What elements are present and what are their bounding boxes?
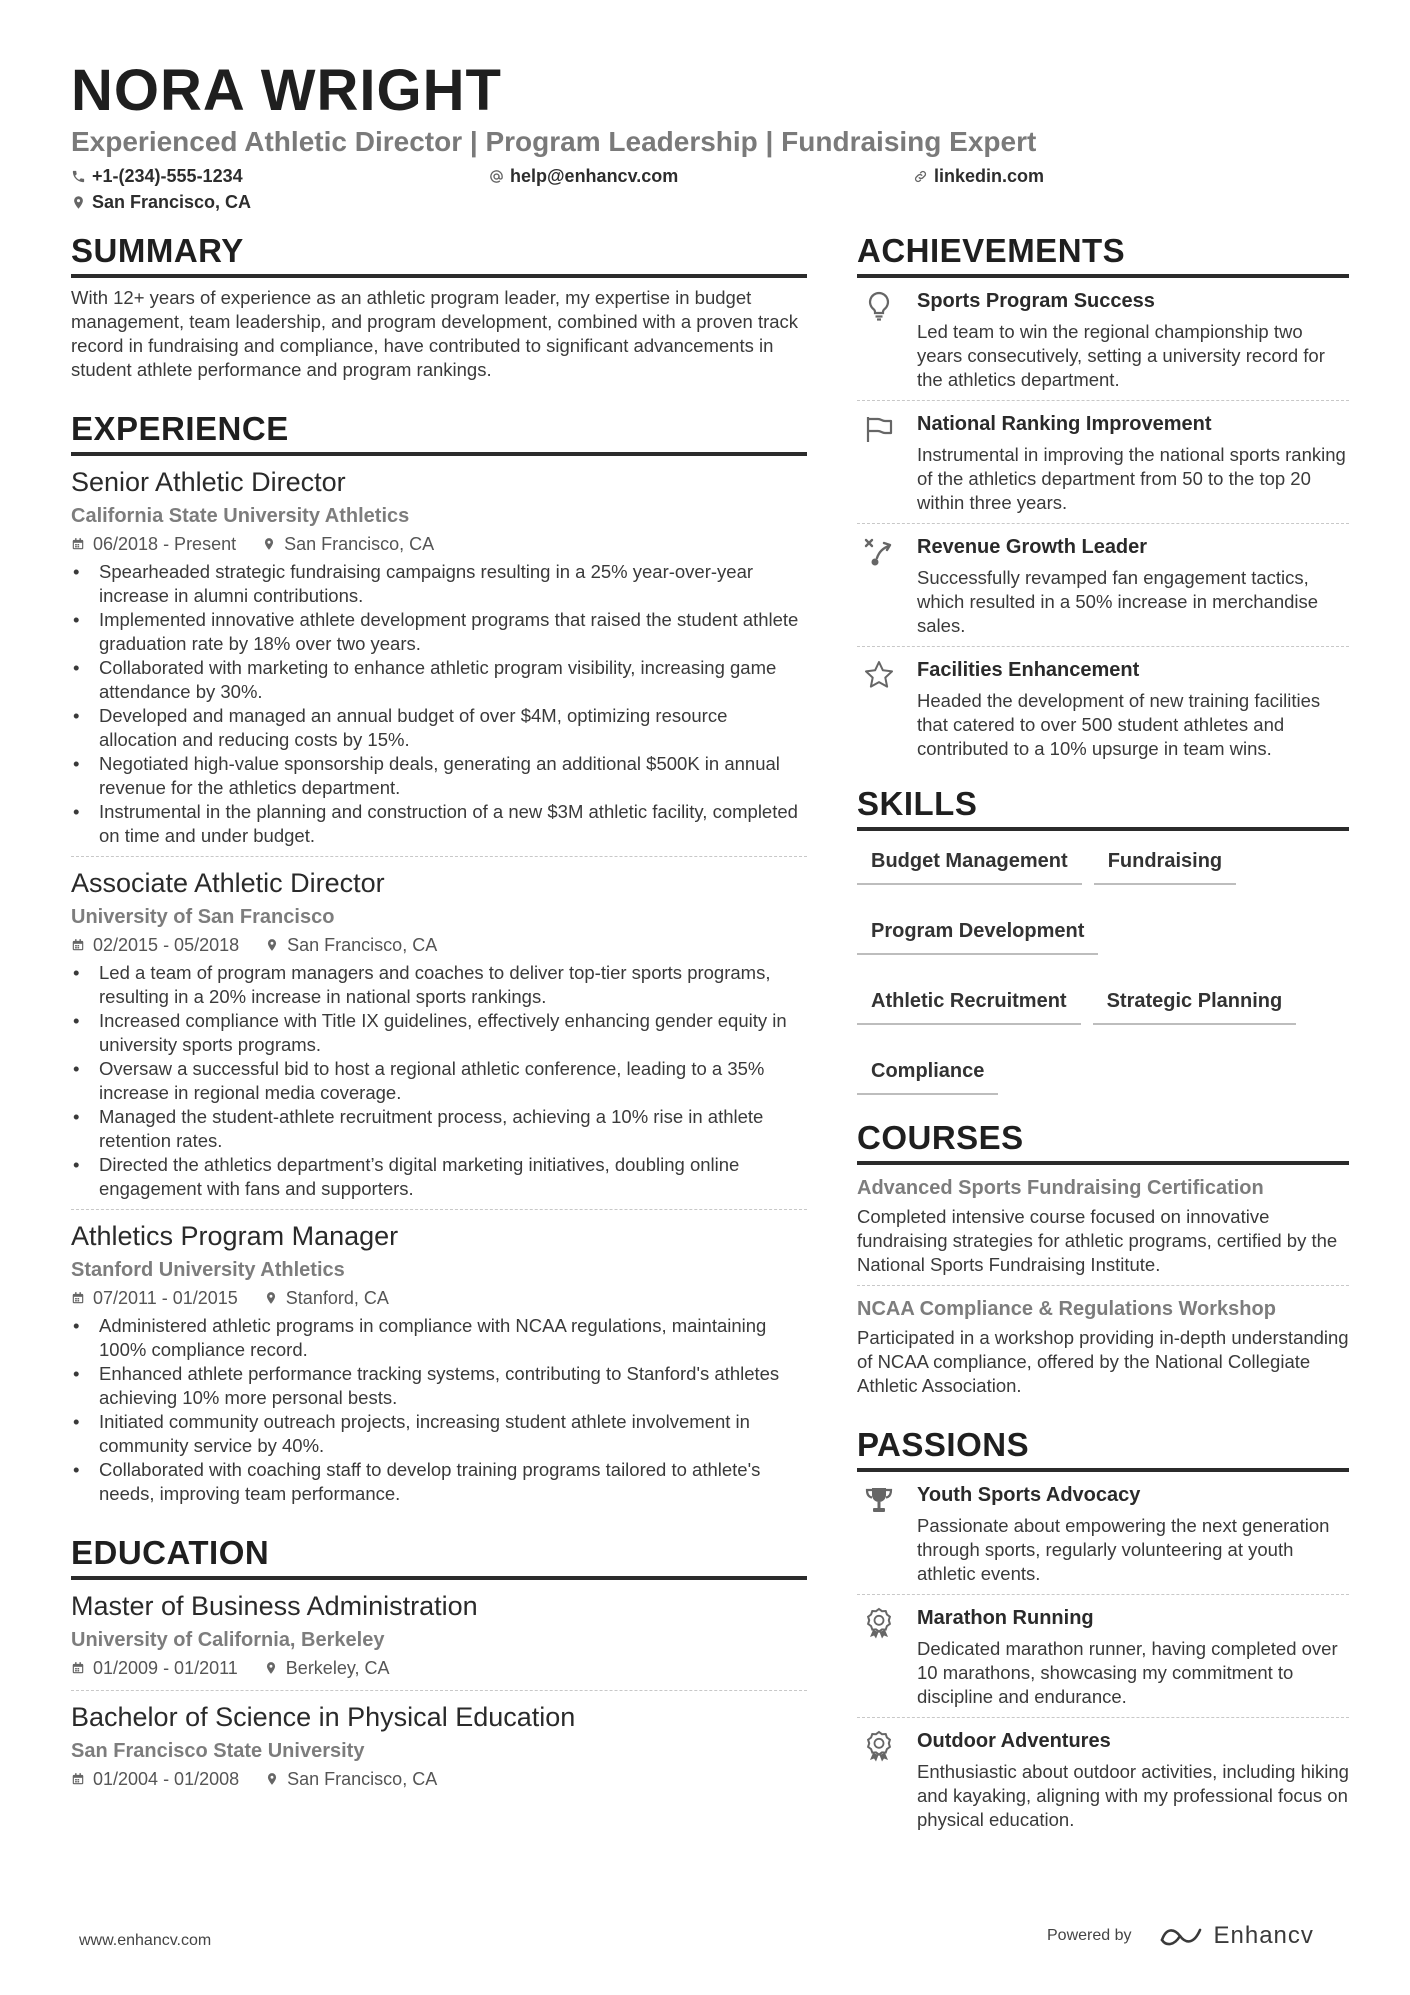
- bullet-item: • Collaborated with coaching staff to develop training programs tailored to athlete's needs, improving team performance.: [71, 1458, 807, 1506]
- job-entry: [71, 865, 807, 1201]
- candidate-title: Experienced Athletic Director | Program Leadership | Fundraising Expert: [71, 126, 1037, 157]
- achievement-title: Sports Program Success: [917, 290, 1155, 312]
- brand-logo[interactable]: [1158, 1922, 1314, 1950]
- course-desc: Participated in a workshop providing in-depth understanding of NCAA compliance, offered by the National Collegiate Athletic Association.: [857, 1327, 1349, 1396]
- achievement-item: [857, 409, 1349, 515]
- bullet-item: • Increased compliance with Title IX guidelines, effectively enhancing gender equity in university sports programs.: [71, 1009, 807, 1057]
- passion-item: [857, 1603, 1349, 1709]
- lightbulb-icon: [863, 290, 895, 322]
- job-bullets: [71, 1314, 807, 1506]
- divider: [857, 646, 1349, 647]
- achievement-desc: Successfully revamped fan engagement tactics, which resulted in a 50% increase in merchandise sales.: [917, 567, 1319, 636]
- footer-branding: [1047, 1922, 1314, 1950]
- job-bullets: [71, 961, 807, 1201]
- job-location: San Francisco, CA: [287, 935, 438, 955]
- bullet-item: • Oversaw a successful bid to host a regional athletic conference, leading to a 35% increase in regional media coverage.: [71, 1057, 807, 1105]
- education-entry: [71, 1699, 807, 1793]
- company-name: University of San Francisco: [71, 906, 335, 928]
- passion-desc: Enthusiastic about outdoor activities, including hiking and kayaking, aligning with my professional focus on physical education.: [917, 1761, 1349, 1830]
- location-text: San Francisco, CA: [92, 192, 252, 212]
- link-icon: [913, 169, 928, 184]
- job-dates: 06/2018 - Present: [93, 534, 237, 554]
- course-desc: Completed intensive course focused on innovative fundraising strategies for athletic programs, certified by the National Sports Fundraising Institute.: [857, 1206, 1338, 1275]
- course-title: Advanced Sports Fundraising Certification: [857, 1177, 1264, 1199]
- job-dates: 02/2015 - 05/2018: [93, 935, 240, 955]
- bullet-item: • Negotiated high-value sponsorship deals, generating an additional $500K in annual revenue for the athletics department.: [71, 752, 807, 800]
- calendar-icon: [71, 1661, 85, 1675]
- section-title: EXPERIENCE: [71, 408, 807, 456]
- section-title: EDUCATION: [71, 1532, 807, 1580]
- education-entry: [71, 1588, 807, 1682]
- brand-name: Enhancv: [1213, 1922, 1314, 1949]
- calendar-icon: [71, 537, 85, 551]
- contact-email[interactable]: [489, 166, 678, 187]
- passion-title: Outdoor Adventures: [917, 1730, 1111, 1752]
- section-title: PASSIONS: [857, 1424, 1349, 1472]
- footer-website[interactable]: www.enhancv.com: [79, 1932, 212, 1949]
- job-bullets: [71, 560, 807, 848]
- degree-title: Master of Business Administration: [71, 1591, 478, 1621]
- right-column: [857, 230, 1349, 1832]
- divider: [857, 523, 1349, 524]
- company-name: California State University Athletics: [71, 505, 410, 527]
- medal-icon: [863, 1607, 895, 1639]
- passions-section: [857, 1424, 1349, 1832]
- divider: [857, 1594, 1349, 1595]
- job-entry: [71, 1218, 807, 1506]
- linkedin-text[interactable]: linkedin.com: [934, 166, 1045, 186]
- job-dates: 07/2011 - 01/2015: [93, 1288, 238, 1308]
- calendar-icon: [71, 1291, 85, 1305]
- contact-location: [71, 192, 251, 213]
- section-title: ACHIEVEMENTS: [857, 230, 1349, 278]
- divider: [71, 1690, 807, 1691]
- skill-tag: Strategic Planning: [1093, 983, 1297, 1025]
- location-pin-icon: [265, 938, 279, 952]
- education-section: [71, 1532, 807, 1793]
- bullet-item: • Instrumental in the planning and construction of a new $3M athletic facility, completed on time and under budget.: [71, 800, 807, 848]
- achievement-desc: Headed the development of new training facilities that catered to over 500 student athletes and contributed to a 10% upsurge in team wins.: [917, 690, 1321, 759]
- contact-linkedin[interactable]: [913, 166, 1044, 187]
- resume-header: [71, 56, 1341, 218]
- section-title: SUMMARY: [71, 230, 807, 278]
- education-meta: [71, 1765, 807, 1793]
- job-title: Associate Athletic Director: [71, 868, 385, 898]
- bullet-item: • Spearheaded strategic fundraising campaigns resulting in a 25% year-over-year increase in alumni contributions.: [71, 560, 807, 608]
- bullet-item: • Initiated community outreach projects, increasing student athlete involvement in community service by 40%.: [71, 1410, 807, 1458]
- enhancv-logo-icon: [1158, 1924, 1204, 1948]
- flag-icon: [863, 413, 895, 445]
- achievement-title: Revenue Growth Leader: [917, 536, 1148, 558]
- location-pin-icon: [264, 1291, 278, 1305]
- star-icon: [863, 659, 895, 691]
- summary-text: With 12+ years of experience as an athletic program leader, my expertise in budget management, team leadership, and program development, combined with a proven track record in fundraising and compliance, have contributed to significant advancements in student athlete performance and program rankings.: [71, 287, 799, 380]
- location-pin-icon: [264, 1661, 278, 1675]
- degree-title: Bachelor of Science in Physical Education: [71, 1702, 576, 1732]
- job-entry: [71, 464, 807, 848]
- courses-section: [857, 1117, 1349, 1398]
- education-location: San Francisco, CA: [287, 1769, 438, 1789]
- job-meta: [71, 931, 807, 959]
- achievement-item: [857, 532, 1349, 638]
- achievement-item: [857, 655, 1349, 761]
- summary-section: [71, 230, 807, 382]
- powered-by-text: Powered by: [1047, 1927, 1132, 1944]
- divider: [857, 400, 1349, 401]
- bullet-item: • Managed the student-athlete recruitment process, achieving a 10% rise in athlete retention rates.: [71, 1105, 807, 1153]
- achievement-title: National Ranking Improvement: [917, 413, 1212, 435]
- skill-tag: Athletic Recruitment: [857, 983, 1081, 1025]
- bullet-item: • Enhanced athlete performance tracking systems, contributing to Stanford's athletes achieving 10% more personal bests.: [71, 1362, 807, 1410]
- divider: [857, 1717, 1349, 1718]
- trophy-icon: [863, 1484, 895, 1516]
- skill-tag: Fundraising: [1094, 843, 1236, 885]
- job-title: Athletics Program Manager: [71, 1221, 399, 1251]
- divider: [71, 1209, 807, 1210]
- contact-phone: [71, 166, 243, 187]
- skill-tag: Budget Management: [857, 843, 1082, 885]
- section-title: SKILLS: [857, 783, 1349, 831]
- achievement-desc: Led team to win the regional championship two years consecutively, setting a university record for the athletics department.: [917, 321, 1325, 390]
- skills-section: [857, 783, 1349, 1095]
- passion-item: [857, 1726, 1349, 1832]
- bullet-item: • Implemented innovative athlete development programs that raised the student athlete graduation rate by 18% over two years.: [71, 608, 807, 656]
- section-title: COURSES: [857, 1117, 1349, 1165]
- job-title: Senior Athletic Director: [71, 467, 346, 497]
- job-meta: [71, 1284, 807, 1312]
- location-pin-icon: [265, 1772, 279, 1786]
- bullet-item: • Developed and managed an annual budget of over $4M, optimizing resource allocation and reducing costs by 15%.: [71, 704, 807, 752]
- candidate-name: NORA WRIGHT: [71, 58, 502, 123]
- education-meta: [71, 1654, 807, 1682]
- passion-desc: Passionate about empowering the next generation through sports, regularly volunteering at youth athletic events.: [917, 1515, 1330, 1584]
- bullet-item: • Administered athletic programs in compliance with NCAA regulations, maintaining 100% compliance record.: [71, 1314, 807, 1362]
- skill-tag: Program Development: [857, 913, 1098, 955]
- passion-title: Marathon Running: [917, 1607, 1094, 1629]
- calendar-icon: [71, 1772, 85, 1786]
- passion-desc: Dedicated marathon runner, having completed over 10 marathons, showcasing my commitment to discipline and endurance.: [917, 1638, 1338, 1707]
- phone-icon: [71, 169, 86, 184]
- skill-tag: Compliance: [857, 1053, 998, 1095]
- company-name: Stanford University Athletics: [71, 1259, 345, 1281]
- strategy-icon: [863, 536, 895, 568]
- experience-section: [71, 408, 807, 1506]
- job-location: Stanford, CA: [285, 1288, 389, 1308]
- left-column: [71, 230, 807, 1793]
- achievements-section: [857, 230, 1349, 761]
- passion-title: Youth Sports Advocacy: [917, 1484, 1141, 1506]
- achievement-item: [857, 286, 1349, 392]
- bullet-item: • Directed the athletics department’s digital marketing initiatives, doubling online engagement with fans and supporters.: [71, 1153, 807, 1201]
- at-icon: [489, 169, 504, 184]
- course-item: [857, 1173, 1349, 1277]
- skills-list: [857, 843, 1349, 1095]
- education-dates: 01/2004 - 01/2008: [93, 1769, 240, 1789]
- education-location: Berkeley, CA: [285, 1658, 390, 1678]
- achievement-desc: Instrumental in improving the national sports ranking of the athletics department from 50 to the top 20 within three years.: [917, 444, 1346, 513]
- medal-icon: [863, 1730, 895, 1762]
- location-pin-icon: [262, 537, 276, 551]
- course-title: NCAA Compliance & Regulations Workshop: [857, 1298, 1276, 1320]
- bullet-item: • Collaborated with marketing to enhance athletic program visibility, increasing game attendance by 30%.: [71, 656, 807, 704]
- education-dates: 01/2009 - 01/2011: [93, 1658, 238, 1678]
- achievement-title: Facilities Enhancement: [917, 659, 1140, 681]
- contact-info: [71, 164, 1341, 218]
- passion-item: [857, 1480, 1349, 1586]
- bullet-item: • Led a team of program managers and coaches to deliver top-tier sports programs, resulting in a 20% increase in national sports rankings.: [71, 961, 807, 1009]
- course-item: [857, 1294, 1349, 1398]
- job-location: San Francisco, CA: [284, 534, 435, 554]
- email-text[interactable]: help@enhancv.com: [510, 166, 679, 186]
- calendar-icon: [71, 938, 85, 952]
- divider: [71, 856, 807, 857]
- location-pin-icon: [71, 195, 86, 210]
- divider: [857, 1285, 1349, 1286]
- school-name: San Francisco State University: [71, 1740, 365, 1762]
- phone-text: +1-(234)-555-1234: [92, 166, 243, 186]
- job-meta: [71, 530, 807, 558]
- school-name: University of California, Berkeley: [71, 1629, 385, 1651]
